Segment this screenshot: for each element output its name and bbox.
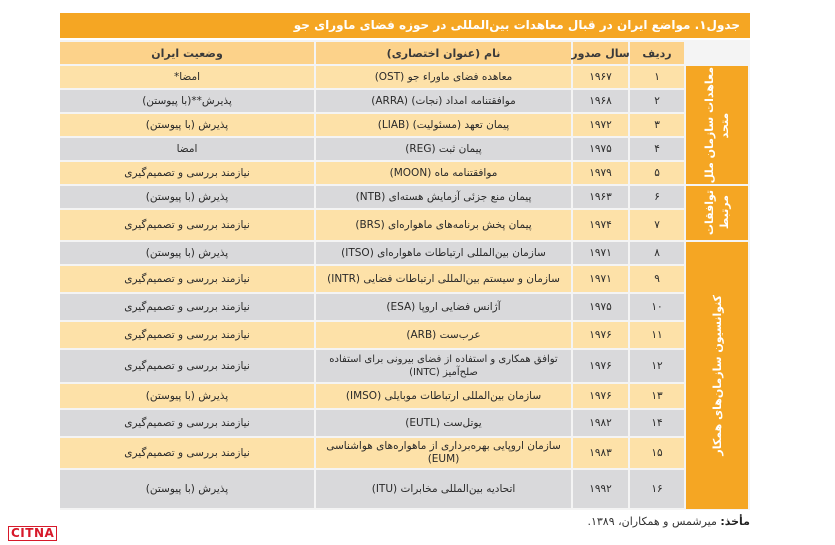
cell-name: سازمان بین‌المللی ارتباطات ماهواره‌ای (ITSO) <box>316 242 571 264</box>
cell-year: ۱۹۷۶ <box>573 322 628 348</box>
group-un-treaties <box>686 66 748 184</box>
cell-name: پیمان پخش برنامه‌های ماهواره‌ای (BRS) <box>316 210 571 240</box>
cell-year: ۱۹۹۲ <box>573 470 628 508</box>
cell-year: ۱۹۷۶ <box>573 384 628 408</box>
cell-year: ۱۹۷۴ <box>573 210 628 240</box>
cell-name: اتحادیه بین‌المللی مخابرات (ITU) <box>316 470 571 508</box>
cell-year: ۱۹۷۲ <box>573 114 628 136</box>
cell-year: ۱۹۸۳ <box>573 438 628 468</box>
cell-status: پذیرش (با پیوستن) <box>60 470 314 508</box>
cell-status: نیازمند بررسی و تصمیم‌گیری <box>60 162 314 184</box>
cell-no: ۷ <box>630 210 684 240</box>
cell-name: سازمان اروپایی بهره‌برداری از ماهواره‌های هواشناسی (EUM) <box>316 438 571 468</box>
cell-no: ۱۲ <box>630 350 684 382</box>
cell-no: ۱۱ <box>630 322 684 348</box>
cell-no: ۱۵ <box>630 438 684 468</box>
cell-no: ۱۶ <box>630 470 684 508</box>
cell-year: ۱۹۸۲ <box>573 410 628 436</box>
cell-no: ۲ <box>630 90 684 112</box>
cell-status: امضا <box>60 138 314 160</box>
cell-status: پذیرش (با پیوستن) <box>60 186 314 208</box>
logo-text: CITNA <box>8 526 57 541</box>
cell-year: ۱۹۶۷ <box>573 66 628 88</box>
cell-name: پیمان منع جزئی آزمایش هسته‌ای (NTB) <box>316 186 571 208</box>
cell-year: ۱۹۷۵ <box>573 138 628 160</box>
header-name: نام (عنوان اختصاری) <box>316 42 571 64</box>
cell-year: ۱۹۷۶ <box>573 350 628 382</box>
cell-name: توافق همکاری و استفاده از فضای بیرونی برای استفاده صلح‌آمیز (INTC) <box>316 350 571 382</box>
cell-no: ۱۰ <box>630 294 684 320</box>
group-label: توافقات <box>703 190 716 236</box>
cell-no: ۳ <box>630 114 684 136</box>
cell-status: پذیرش (با پیوستن) <box>60 384 314 408</box>
header-row-no: ردیف <box>630 42 684 64</box>
cell-no: ۱ <box>630 66 684 88</box>
cell-year: ۱۹۶۸ <box>573 90 628 112</box>
source-note <box>560 515 750 528</box>
cell-status: پذیرش (با پیوستن) <box>60 242 314 264</box>
group-related-agreements <box>686 186 748 240</box>
cell-year: ۱۹۷۱ <box>573 266 628 292</box>
cell-name: موافقتنامه امداد (نجات) (ARRA) <box>316 90 571 112</box>
cell-status: نیازمند بررسی و تصمیم‌گیری <box>60 322 314 348</box>
cell-status: پذیرش**(با پیوستن) <box>60 90 314 112</box>
cell-status: پذیرش (با پیوستن) <box>60 114 314 136</box>
cell-no: ۱۳ <box>630 384 684 408</box>
header-status: وضعیت ایران <box>60 42 314 64</box>
header-year: سال صدور <box>573 42 628 64</box>
cell-year: ۱۹۶۳ <box>573 186 628 208</box>
cell-name: موافقتنامه ماه (MOON) <box>316 162 571 184</box>
cell-no: ۱۴ <box>630 410 684 436</box>
group-partner-conventions <box>686 242 748 509</box>
cell-status: نیازمند بررسی و تصمیم‌گیری <box>60 294 314 320</box>
group-label: معاهدات سازمان ملل <box>703 66 716 184</box>
cell-name: پیمان ثبت (REG) <box>316 138 571 160</box>
group-label-2: مرتبط <box>718 195 731 231</box>
cell-name: عرب‌ست (ARB) <box>316 322 571 348</box>
cell-name: پیمان تعهد (مسئولیت) (LIAB) <box>316 114 571 136</box>
cell-year: ۱۹۷۵ <box>573 294 628 320</box>
cell-no: ۴ <box>630 138 684 160</box>
cell-name: معاهده فضای ماورا‌ء جو (OST) <box>316 66 571 88</box>
cell-year: ۱۹۷۱ <box>573 242 628 264</box>
cell-year: ۱۹۷۹ <box>573 162 628 184</box>
cell-status: نیازمند بررسی و تصمیم‌گیری <box>60 266 314 292</box>
cell-status: نیازمند بررسی و تصمیم‌گیری <box>60 410 314 436</box>
source-label: مأخذ: <box>720 515 750 528</box>
cell-no: ۶ <box>630 186 684 208</box>
cell-name: سازمان و سیستم بین‌المللی ارتباطات فضایی (INTR) <box>316 266 571 292</box>
cell-status: نیازمند بررسی و تصمیم‌گیری <box>60 350 314 382</box>
cell-status: نیازمند بررسی و تصمیم‌گیری <box>60 438 314 468</box>
cell-status: امضا* <box>60 66 314 88</box>
table-title: جدول۱. مواضع ایران در قبال معاهدات بین‌المللی در حوزه فضای ماورای جو <box>60 13 750 38</box>
cell-name: سازمان بین‌المللی ارتباطات موبایلی (IMSO) <box>316 384 571 408</box>
cell-status: نیازمند بررسی و تصمیم‌گیری <box>60 210 314 240</box>
cell-name: آژانس فضایی اروپا (ESA) <box>316 294 571 320</box>
group-label: کنوانسیون سازمان‌های همکار <box>710 295 724 456</box>
cell-no: ۵ <box>630 162 684 184</box>
cell-name: یوتل‌ست (EUTL) <box>316 410 571 436</box>
cell-no: ۸ <box>630 242 684 264</box>
cell-no: ۹ <box>630 266 684 292</box>
citna-logo <box>8 526 57 541</box>
group-label-2: متحد <box>718 112 731 138</box>
source-text: میرشمس و همکاران، ۱۳۸۹. <box>587 515 717 528</box>
